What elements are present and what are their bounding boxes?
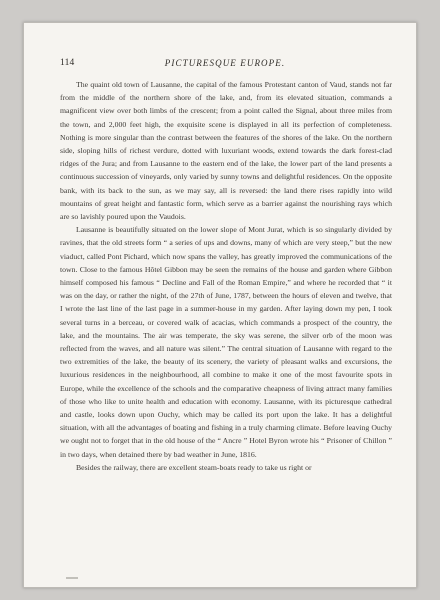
book-page <box>23 22 417 588</box>
page-header <box>60 58 390 70</box>
body-text <box>60 78 392 474</box>
paragraph-lausanne-situation: The quaint old town of Lausanne, the capital of the famous Protestant canton of Vaud, stands not far from the middle of the northern shore of the lake, and, from its elevated situation, commands a magnificent view over both limbs of the crescent; from a point called the Signal, about three miles from the town, and 2,000 feet high, the exquisite scene is displayed in all its perfection of completeness. Nothing is more singular than the contrast between the features of the shores of the lake. On the northern side, sloping hills of richest verdure, dotted with luxuriant woods, extend towards the dark forest-clad ridges of the Jura; and from Lausanne to the eastern end of the lake, the lower part of the land presents a continuous succession of vineyards, only varied by sunny towns and delightful residences. On the opposite bank, with its back to the sun, as we may say, all is reversed: the land there rises rapidly into wild mountains of great height and fantastic form, which serve as a barrier against the nourishing rays which are so lavishly poured upon the Vaudois. <box>60 80 392 222</box>
running-title: PICTURESQUE EUROPE. <box>164 58 286 68</box>
paragraph-steam-boats: Besides the railway, there are excellent steam-boats ready to take us right or <box>76 462 312 472</box>
paragraph-lausanne-gibbon: Lausanne is beautifully situated on the lower slope of Mont Jurat, which is so singularly divided by ravines, that the old streets form “ a series of ups and downs, many of which are very steep,” but the new viaduct, called Pont Pichard, which now spans the valley, has greatly improved the communications of the town. Close to the famous Hôtel Gibbon may be seen the remains of the house and garden where Gibbon himself composed his famous “ Decline and Fall of the Roman Empire,” and where he recorded that “ it was on the day, or rather the night, of the 27th of June, 1787, between the hours of eleven and twelve, that I wrote the last line of the last page in a summer-house in my garden. After laying down my pen, I took several turns in a berceau, or covered walk of acacias, which commands a prospect of the country, the lake, and the mountains. The air was temperate, the sky was serene, the silver orb of the moon was reflected from the waves, and all nature was silent.” The central situation of Lausanne with regard to the two extremities of the lake, the beauty of its scenery, the variety of pleasant walks and excursions, the luxurious residences in the neighbourhood, all combine to make it one of the most favourite spots in Europe, while the excellence of the schools and the comparative cheapness of living attract many families of those who like to unite health and education with economy. Lausanne, with its picturesque cathedral and castle, looks down upon Ouchy, which may be called its port upon the lake. It has a delightful situation, with all the advantages of boating and fishing in a truly charming climate. Before leaving Ouchy we ought not to forget that in the old house of the “ Ancre ” Hotel Byron wrote his “ Prisoner of Chillon ” in two days, when detained there by bad weather in June, 1816. <box>60 225 392 459</box>
page-number: 114 <box>60 58 75 68</box>
binding-tick-mark <box>66 575 78 581</box>
